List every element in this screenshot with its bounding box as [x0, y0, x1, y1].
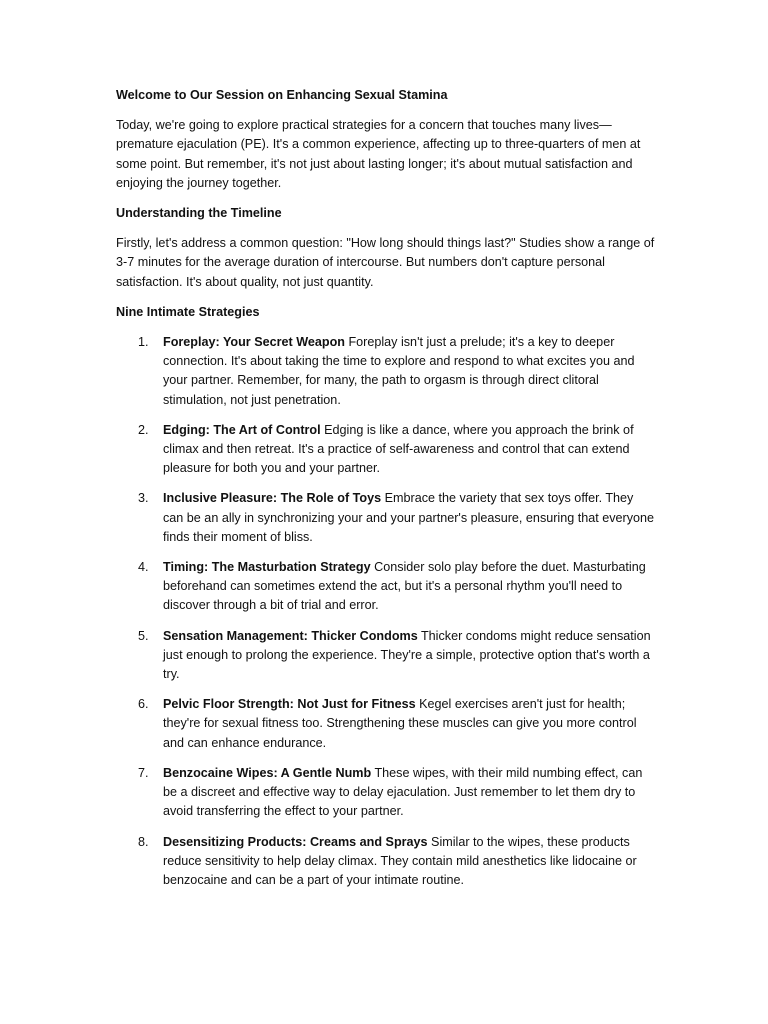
list-item	[116, 558, 656, 616]
list-item-text: Similar to the wipes, these products reduce sensitivity to help delay climax. They contain mild anesthetics like lidocaine or benzocaine and can be a part of your intimate routine.	[163, 834, 637, 887]
list-item-text: Foreplay isn't just a prelude; it's a key to deeper connection. It's about taking the time to explore and respond to what excites you and your partner. Remember, for many, the path to orgasm is through direct clitoral stimulation, not just penetration.	[163, 335, 635, 407]
list-item-number: 6.	[138, 697, 149, 712]
list-item	[116, 489, 656, 547]
list-item	[116, 333, 656, 410]
list-item-text: Kegel exercises aren't just for health; they're for sexual fitness too. Strengthening these muscles can give you more control and can enhance endurance.	[163, 697, 637, 750]
timeline-paragraph: Firstly, let's address a common question: "How long should things last?" Studies show a range of 3-7 minutes for the average duration of intercourse. But numbers don't capture personal satisfaction. It's about quality, not just quantity.	[116, 236, 655, 289]
list-item-title: Edging: The Art of Control	[163, 422, 321, 437]
list-item	[116, 421, 656, 479]
list-item-number: 5.	[138, 628, 149, 643]
list-item	[116, 764, 656, 822]
document-page	[116, 86, 656, 901]
list-item-number: 7.	[138, 765, 149, 780]
list-item-text: These wipes, with their mild numbing effect, can be a discreet and effective way to delay ejaculation. Just remember to let them dry to avoid transferring the effect to your partner.	[163, 765, 643, 819]
section-heading-timeline: Understanding the Timeline	[116, 206, 282, 221]
list-item-title: Inclusive Pleasure: The Role of Toys	[163, 491, 382, 506]
list-item-text: Consider solo play before the duet. Masturbating beforehand can sometimes extend the act, but it's a personal rhythm you'll need to discover through a bit of trial and error.	[163, 560, 646, 613]
list-item-number: 2.	[138, 422, 149, 437]
intro-paragraph: Today, we're going to explore practical strategies for a concern that touches many lives—premature ejaculation (PE). It's a common experience, affecting up to three-quarters of men at some point. But remember, it's not just about lasting longer; it's about mutual satisfaction and enjoying the journey together.	[116, 118, 641, 190]
list-item	[116, 695, 656, 753]
list-item-title: Benzocaine Wipes: A Gentle Numb	[163, 765, 372, 780]
list-item-title: Timing: The Masturbation Strategy	[163, 560, 371, 575]
list-item-number: 1.	[138, 335, 149, 350]
document-title: Welcome to Our Session on Enhancing Sexual Stamina	[116, 88, 448, 102]
list-item-title: Desensitizing Products: Creams and Sprays	[163, 834, 428, 849]
list-item-text: Thicker condoms might reduce sensation just enough to prolong the experience. They're a simple, protective option that's worth a try.	[163, 628, 651, 682]
list-item	[116, 627, 656, 685]
list-item-title: Foreplay: Your Secret Weapon	[163, 335, 345, 350]
list-item-number: 8.	[138, 834, 149, 849]
list-item-title: Sensation Management: Thicker Condoms	[163, 628, 418, 643]
list-item-text: Edging is like a dance, where you approach the brink of climax and then retreat. It's a practice of self-awareness and control that can extend pleasure for both you and your partner.	[163, 422, 634, 476]
list-item-title: Pelvic Floor Strength: Not Just for Fitness	[163, 697, 416, 712]
strategies-list	[116, 333, 656, 890]
list-item-text: Embrace the variety that sex toys offer. They can be an ally in synchronizing your and your partner's pleasure, ensuring that everyone finds their moment of bliss.	[163, 491, 655, 544]
list-item-number: 3.	[138, 491, 149, 506]
section-heading-strategies: Nine Intimate Strategies	[116, 304, 260, 319]
list-item-number: 4.	[138, 560, 149, 575]
list-item	[116, 833, 656, 891]
